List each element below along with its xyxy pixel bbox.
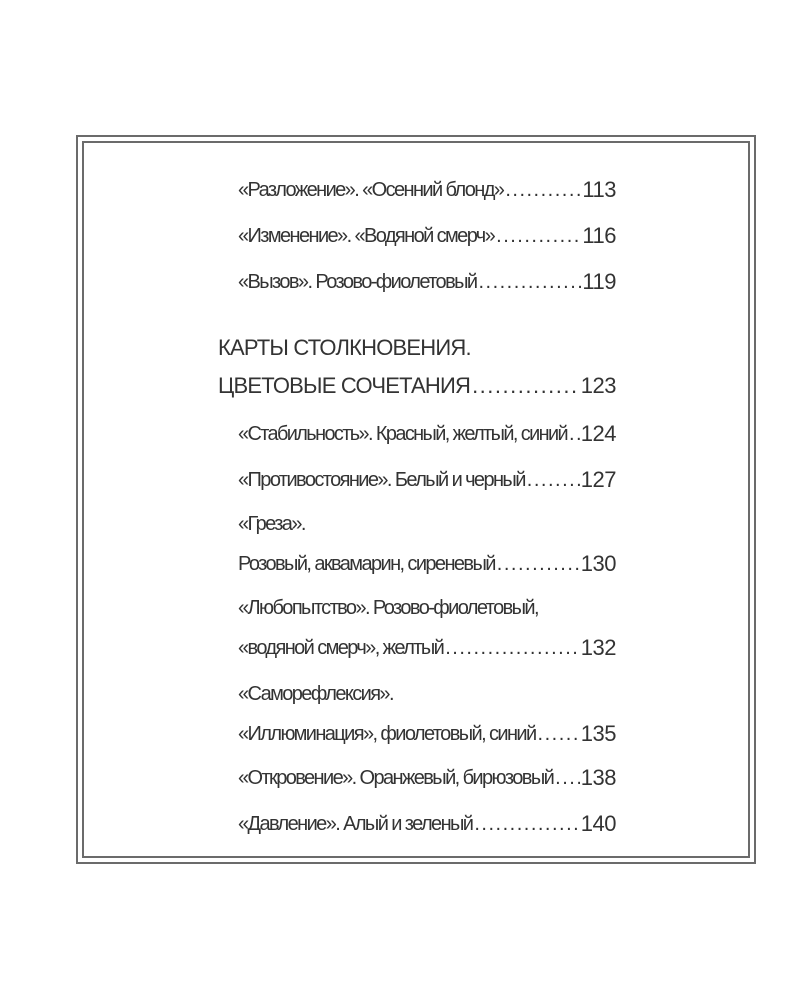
- toc-leader-dots: [538, 719, 580, 749]
- toc-entry-first-line: [238, 679, 616, 709]
- toc-entry-page: 132: [580, 635, 616, 660]
- toc-entry-title: «Разложение». «Осенний блонд»: [238, 179, 504, 201]
- toc-section-entry: [218, 371, 616, 401]
- toc-section-title: ЦВЕТОВЫЕ СОЧЕТАНИЯ: [218, 373, 471, 398]
- toc-leader-dots: [569, 419, 580, 449]
- toc-section-heading-line: [218, 333, 616, 363]
- toc-entry-page: 138: [580, 765, 616, 790]
- toc-leader-dots: [472, 371, 580, 401]
- toc-entry-title: «Саморефлексия».: [238, 683, 393, 705]
- toc-entry-page: 124: [580, 421, 616, 446]
- toc-entry-page: 116: [582, 223, 616, 248]
- toc-entry-page: 127: [580, 467, 616, 492]
- toc-entry-title: «Стабильность». Красный, желтый, синий: [238, 423, 568, 445]
- toc-entry: [238, 267, 616, 297]
- toc-leader-dots: [445, 633, 580, 663]
- toc-leader-dots: [527, 465, 580, 495]
- toc-entry-title: «Любопытство». Розово-фиолетовый,: [238, 597, 538, 619]
- toc-entry-page: 135: [580, 721, 616, 746]
- toc-leader-dots: [474, 809, 579, 839]
- toc-entry: [238, 719, 616, 749]
- toc-section-title: КАРТЫ СТОЛКНОВЕНИЯ.: [218, 335, 471, 360]
- toc-entry-page: 119: [582, 269, 616, 294]
- toc-entry-page: 130: [580, 551, 616, 576]
- toc-entry: [238, 763, 616, 793]
- toc-entry: [238, 465, 616, 495]
- toc-entry: [238, 419, 616, 449]
- toc-frame: [76, 135, 756, 864]
- toc-entry-first-line: [238, 509, 616, 539]
- toc-leader-dots: [555, 763, 580, 793]
- toc-entry-title: «водяной смерч», желтый: [238, 637, 444, 659]
- toc-entry-title: «Греза».: [238, 513, 305, 535]
- toc-entry: [238, 175, 616, 205]
- toc-entry-title: «Изменение». «Водяной смерч»: [238, 225, 495, 247]
- toc-leader-dots: [505, 175, 581, 205]
- toc-entry-title: Розовый, аквамарин, сиреневый: [238, 553, 495, 575]
- toc-entry-title: «Вызов». Розово-фиолетовый: [238, 271, 477, 293]
- toc-entry: [238, 809, 616, 839]
- toc-entry-page: 123: [580, 373, 616, 398]
- toc-leader-dots: [478, 267, 581, 297]
- toc-entry-first-line: [238, 593, 616, 623]
- toc-entry: [238, 221, 616, 251]
- toc-entry: [238, 633, 616, 663]
- table-of-contents: [78, 137, 754, 862]
- toc-leader-dots: [497, 549, 580, 579]
- toc-entry: [238, 549, 616, 579]
- toc-entry-page: 113: [582, 177, 616, 202]
- toc-entry-title: «Откровение». Оранжевый, бирюзовый: [238, 767, 554, 789]
- toc-entry-page: 140: [580, 811, 616, 836]
- toc-entry-title: «Противостояние». Белый и черный: [238, 469, 525, 491]
- toc-entry-title: «Иллюминация», фиолетовый, синий: [238, 723, 536, 745]
- toc-entry-title: «Давление». Алый и зеленый: [238, 813, 473, 835]
- toc-leader-dots: [496, 221, 581, 251]
